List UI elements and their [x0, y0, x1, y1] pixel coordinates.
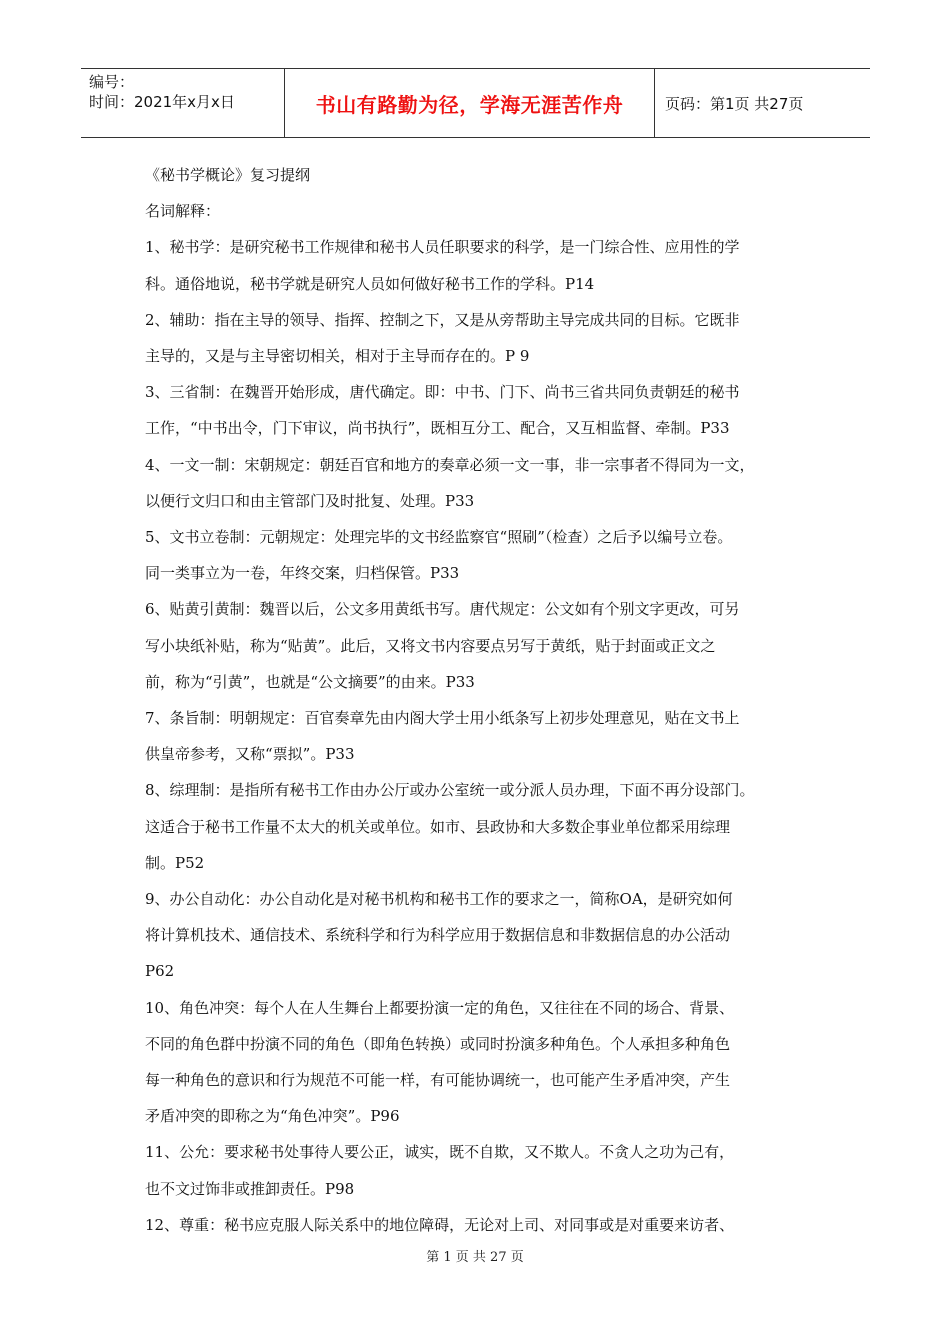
- text-line: 2、辅助：指在主导的领导、指挥、控制之下，又是从旁帮助主导完成共同的目标。它既非: [145, 310, 740, 329]
- text-line: 8、综理制：是指所有秘书工作由办公厅或办公室统一或分派人员办理，下面不再分设部门。: [145, 781, 755, 800]
- header-motto-cell: [285, 69, 655, 137]
- text-line: 6、贴黄引黄制：魏晋以后，公文多用黄纸书写。唐代规定：公文如有个别文字更改，可另: [145, 600, 740, 619]
- text-line: 矛盾冲突的即称之为“角色冲突”。P96: [145, 1107, 400, 1126]
- text-line: 这适合于秘书工作量不太大的机关或单位。如市、县政协和大多数企事业单位都采用综理: [145, 817, 731, 836]
- document-body: [145, 157, 825, 1243]
- text-line: 不同的角色群中扮演不同的角色（即角色转换）或同时扮演多种角色。个人承担多种角色: [145, 1034, 731, 1053]
- text-line: 7、条旨制：明朝规定：百官奏章先由内阁大学士用小纸条写上初步处理意见，贴在文书上: [145, 709, 740, 728]
- text-line: 将计算机技术、通信技术、系统科学和行为科学应用于数据信息和非数据信息的办公活动: [145, 926, 731, 945]
- doc-title: 《秘书学概论》复习提纲: [145, 166, 311, 184]
- text-line: 1、秘书学：是研究秘书工作规律和秘书人员任职要求的科学，是一门综合性、应用性的学: [145, 238, 740, 257]
- text-line: 12、尊重：秘书应克服人际关系中的地位障碍，无论对上司、对同事或是对重要来访者、: [145, 1215, 735, 1234]
- text-line: 科。通俗地说，秘书学就是研究人员如何做好秘书工作的学科。P14: [145, 274, 595, 293]
- serial-label: 编号：: [89, 73, 135, 91]
- text-line: 供皇帝参考，又称“票拟”。P33: [145, 745, 355, 764]
- motto-text: 书山有路勤为径，学海无涯苦作舟: [315, 92, 624, 117]
- text-line: 每一种角色的意识和行为规范不可能一样，有可能协调统一，也可能产生矛盾冲突，产生: [145, 1071, 731, 1090]
- text-line: 以便行文归口和由主管部门及时批复、处理。P33: [145, 491, 475, 510]
- header-page-cell: [655, 69, 870, 137]
- text-line: 5、文书立卷制：元朝规定：处理完毕的文书经监察官“照刷”（检查）之后予以编号立卷。: [145, 528, 733, 547]
- header-meta-cell: [81, 69, 285, 137]
- section-heading: 名词解释：: [145, 202, 221, 221]
- text-line: 4、一文一制：宋朝规定：朝廷百官和地方的奏章必须一文一事，非一宗事者不得同为一文，: [145, 455, 755, 474]
- page-header: [81, 68, 870, 138]
- text-line: 也不文过饰非或推卸责任。P98: [145, 1179, 355, 1198]
- text-line: 3、三省制：在魏晋开始形成，唐代确定。即：中书、门下、尚书三省共同负责朝廷的秘书: [145, 383, 740, 402]
- text-line: 工作，“中书出令，门下审议，尚书执行”，既相互分工、配合，又互相监督、牵制。P33: [145, 419, 730, 438]
- text-line: P62: [145, 962, 175, 981]
- time-label: 时间：2021年x月x日: [89, 93, 235, 111]
- text-line: 10、角色冲突：每个人在人生舞台上都要扮演一定的角色，又往往在不同的场合、背景、: [145, 998, 735, 1017]
- text-line: 主导的，又是与主导密切相关，相对于主导而存在的。P 9: [145, 347, 530, 366]
- page-info: 页码：第1页 共27页: [665, 94, 804, 113]
- text-line: 同一类事立为一卷，年终交案，归档保管。P33: [145, 564, 460, 583]
- text-line: 写小块纸补贴，称为“贴黄”。此后，又将文书内容要点另写于黄纸，贴于封面或正文之: [145, 636, 716, 655]
- page-footer: 第 1 页 共 27 页: [426, 1250, 524, 1265]
- text-line: 制。P52: [145, 853, 205, 872]
- text-line: 前，称为“引黄”，也就是“公文摘要”的由来。P33: [145, 672, 475, 691]
- text-line: 9、办公自动化：办公自动化是对秘书机构和秘书工作的要求之一，简称OA，是研究如何: [145, 890, 733, 909]
- text-line: 11、公允：要求秘书处事待人要公正，诚实，既不自欺，又不欺人。不贪人之功为己有，: [145, 1143, 735, 1162]
